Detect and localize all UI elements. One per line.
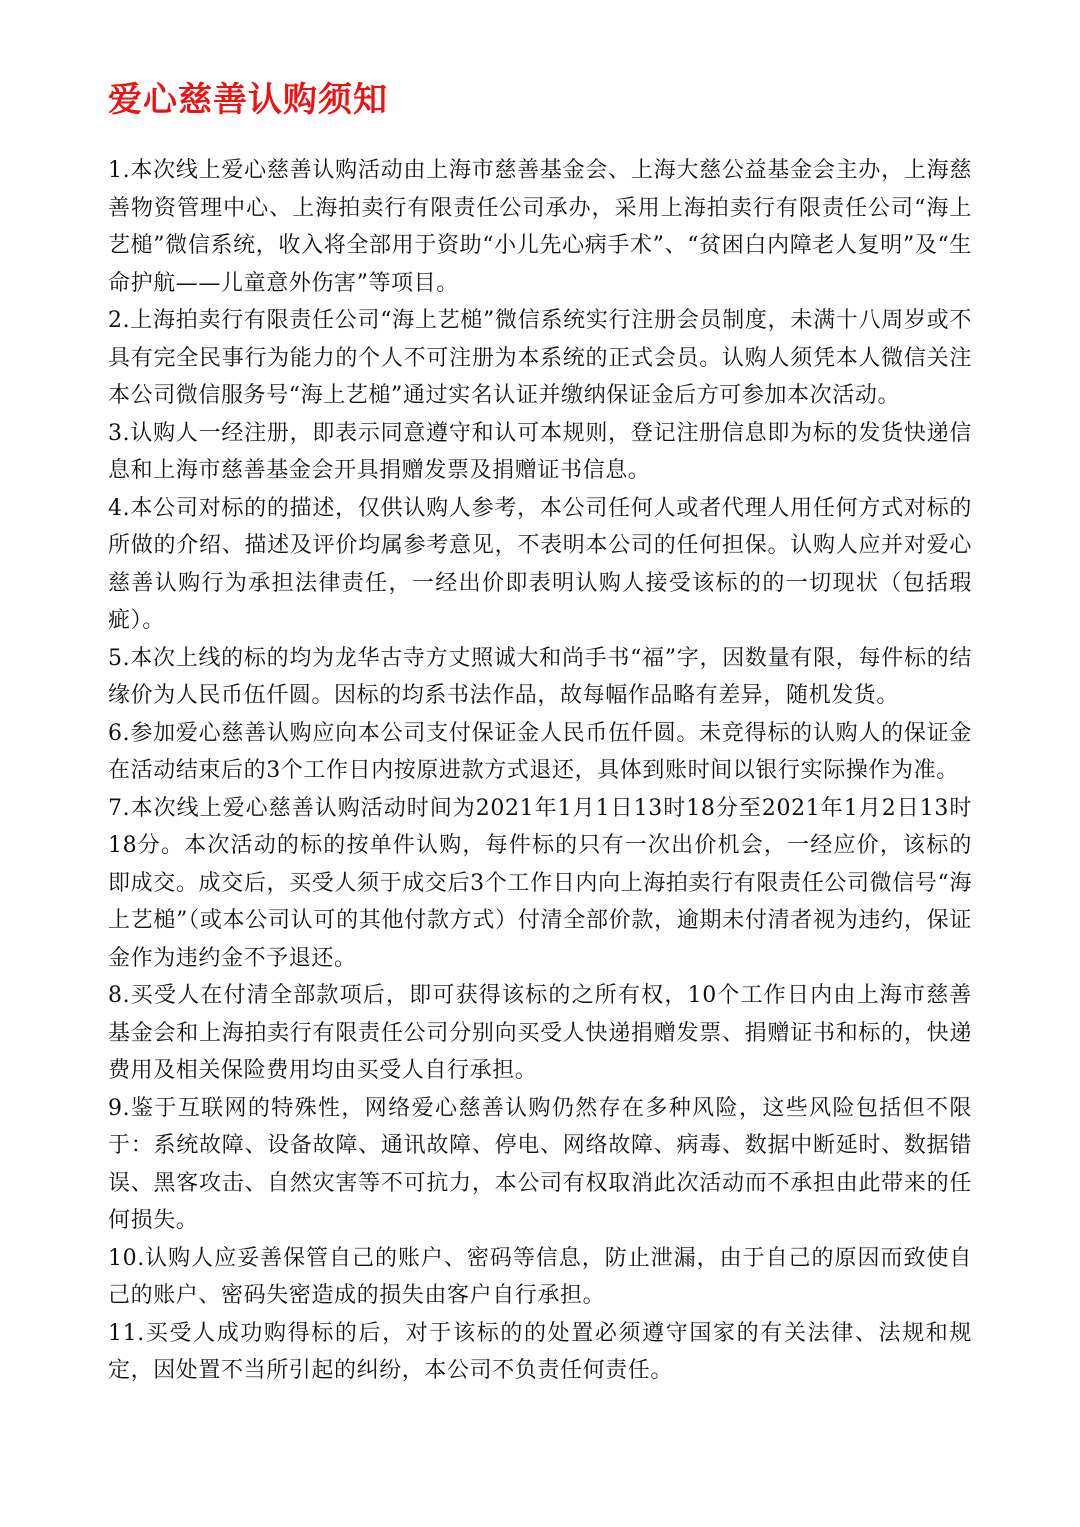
notice-item-6: 6.参加爱心慈善认购应向本公司支付保证金人民币伍仟圆。未竞得标的认购人的保证金在活动结束后的3个工作日内按原进款方式退还，具体到账时间以银行实际操作为准。: [108, 720, 972, 783]
notice-item-3: 3.认购人一经注册，即表示同意遵守和认可本规则，登记注册信息即为标的发货快递信息和上海市慈善基金会开具捐赠发票及捐赠证书信息。: [108, 420, 972, 483]
notice-item-9: 9.鉴于互联网的特殊性，网络爱心慈善认购仍然存在多种风险，这些风险包括但不限于：系统故障、设备故障、通讯故障、停电、网络故障、病毒、数据中断延时、数据错误、黑客攻击、自然灾害等不可抗力，本公司有权取消此次活动而不承担由此带来的任何损失。: [108, 1095, 972, 1233]
document-title: 爱心慈善认购须知: [108, 80, 388, 120]
notice-item-2: 2.上海拍卖行有限责任公司“海上艺槌”微信系统实行注册会员制度，未满十八周岁或不具有完全民事行为能力的个人不可注册为本系统的正式会员。认购人须凭本人微信关注本公司微信服务号“海上艺槌”通过实名认证并缴纳保证金后方可参加本次活动。: [108, 308, 972, 408]
notice-item-5: 5.本次上线的标的均为龙华古寺方丈照诚大和尚手书“福”字，因数量有限，每件标的结缘价为人民币伍仟圆。因标的均系书法作品，故每幅作品略有差异，随机发货。: [108, 645, 972, 708]
notice-item-11: 11.买受人成功购得标的后，对于该标的的处置必须遵守国家的有关法律、法规和规定，因处置不当所引起的纠纷，本公司不负责任何责任。: [108, 1320, 972, 1383]
notice-item-10: 10.认购人应妥善保管自己的账户、密码等信息，防止泄漏，由于自己的原因而致使自己的账户、密码失密造成的损失由客户自行承担。: [108, 1245, 972, 1308]
notice-item-7: 7.本次线上爱心慈善认购活动时间为2021年1月1日13时18分至2021年1月2日13时18分。本次活动的标的按单件认购，每件标的只有一次出价机会，一经应价，该标的即成交。成交后，买受人须于成交后3个工作日内向上海拍卖行有限责任公司微信号“海上艺槌”（或本公司认可的其他付款方式）付清全部价款，逾期未付清者视为违约，保证金作为违约金不予退还。: [108, 795, 972, 971]
notice-list: [108, 152, 972, 1390]
document-page: [108, 78, 972, 1390]
notice-item-1: 1.本次线上爱心慈善认购活动由上海市慈善基金会、上海大慈公益基金会主办，上海慈善物资管理中心、上海拍卖行有限责任公司承办，采用上海拍卖行有限责任公司“海上艺槌”微信系统，收入将全部用于资助“小儿先心病手术”、“贫困白内障老人复明”及“生命护航——儿童意外伤害”等项目。: [108, 158, 972, 296]
notice-item-8: 8.买受人在付清全部款项后，即可获得该标的之所有权，10个工作日内由上海市慈善基金会和上海拍卖行有限责任公司分别向买受人快递捐赠发票、捐赠证书和标的，快递费用及相关保险费用均由买受人自行承担。: [108, 983, 972, 1083]
notice-item-4: 4.本公司对标的的描述，仅供认购人参考，本公司任何人或者代理人用任何方式对标的所做的介绍、描述及评价均属参考意见，不表明本公司的任何担保。认购人应并对爱心慈善认购行为承担法律责任，一经出价即表明认购人接受该标的的一切现状（包括瑕疵）。: [108, 495, 972, 633]
